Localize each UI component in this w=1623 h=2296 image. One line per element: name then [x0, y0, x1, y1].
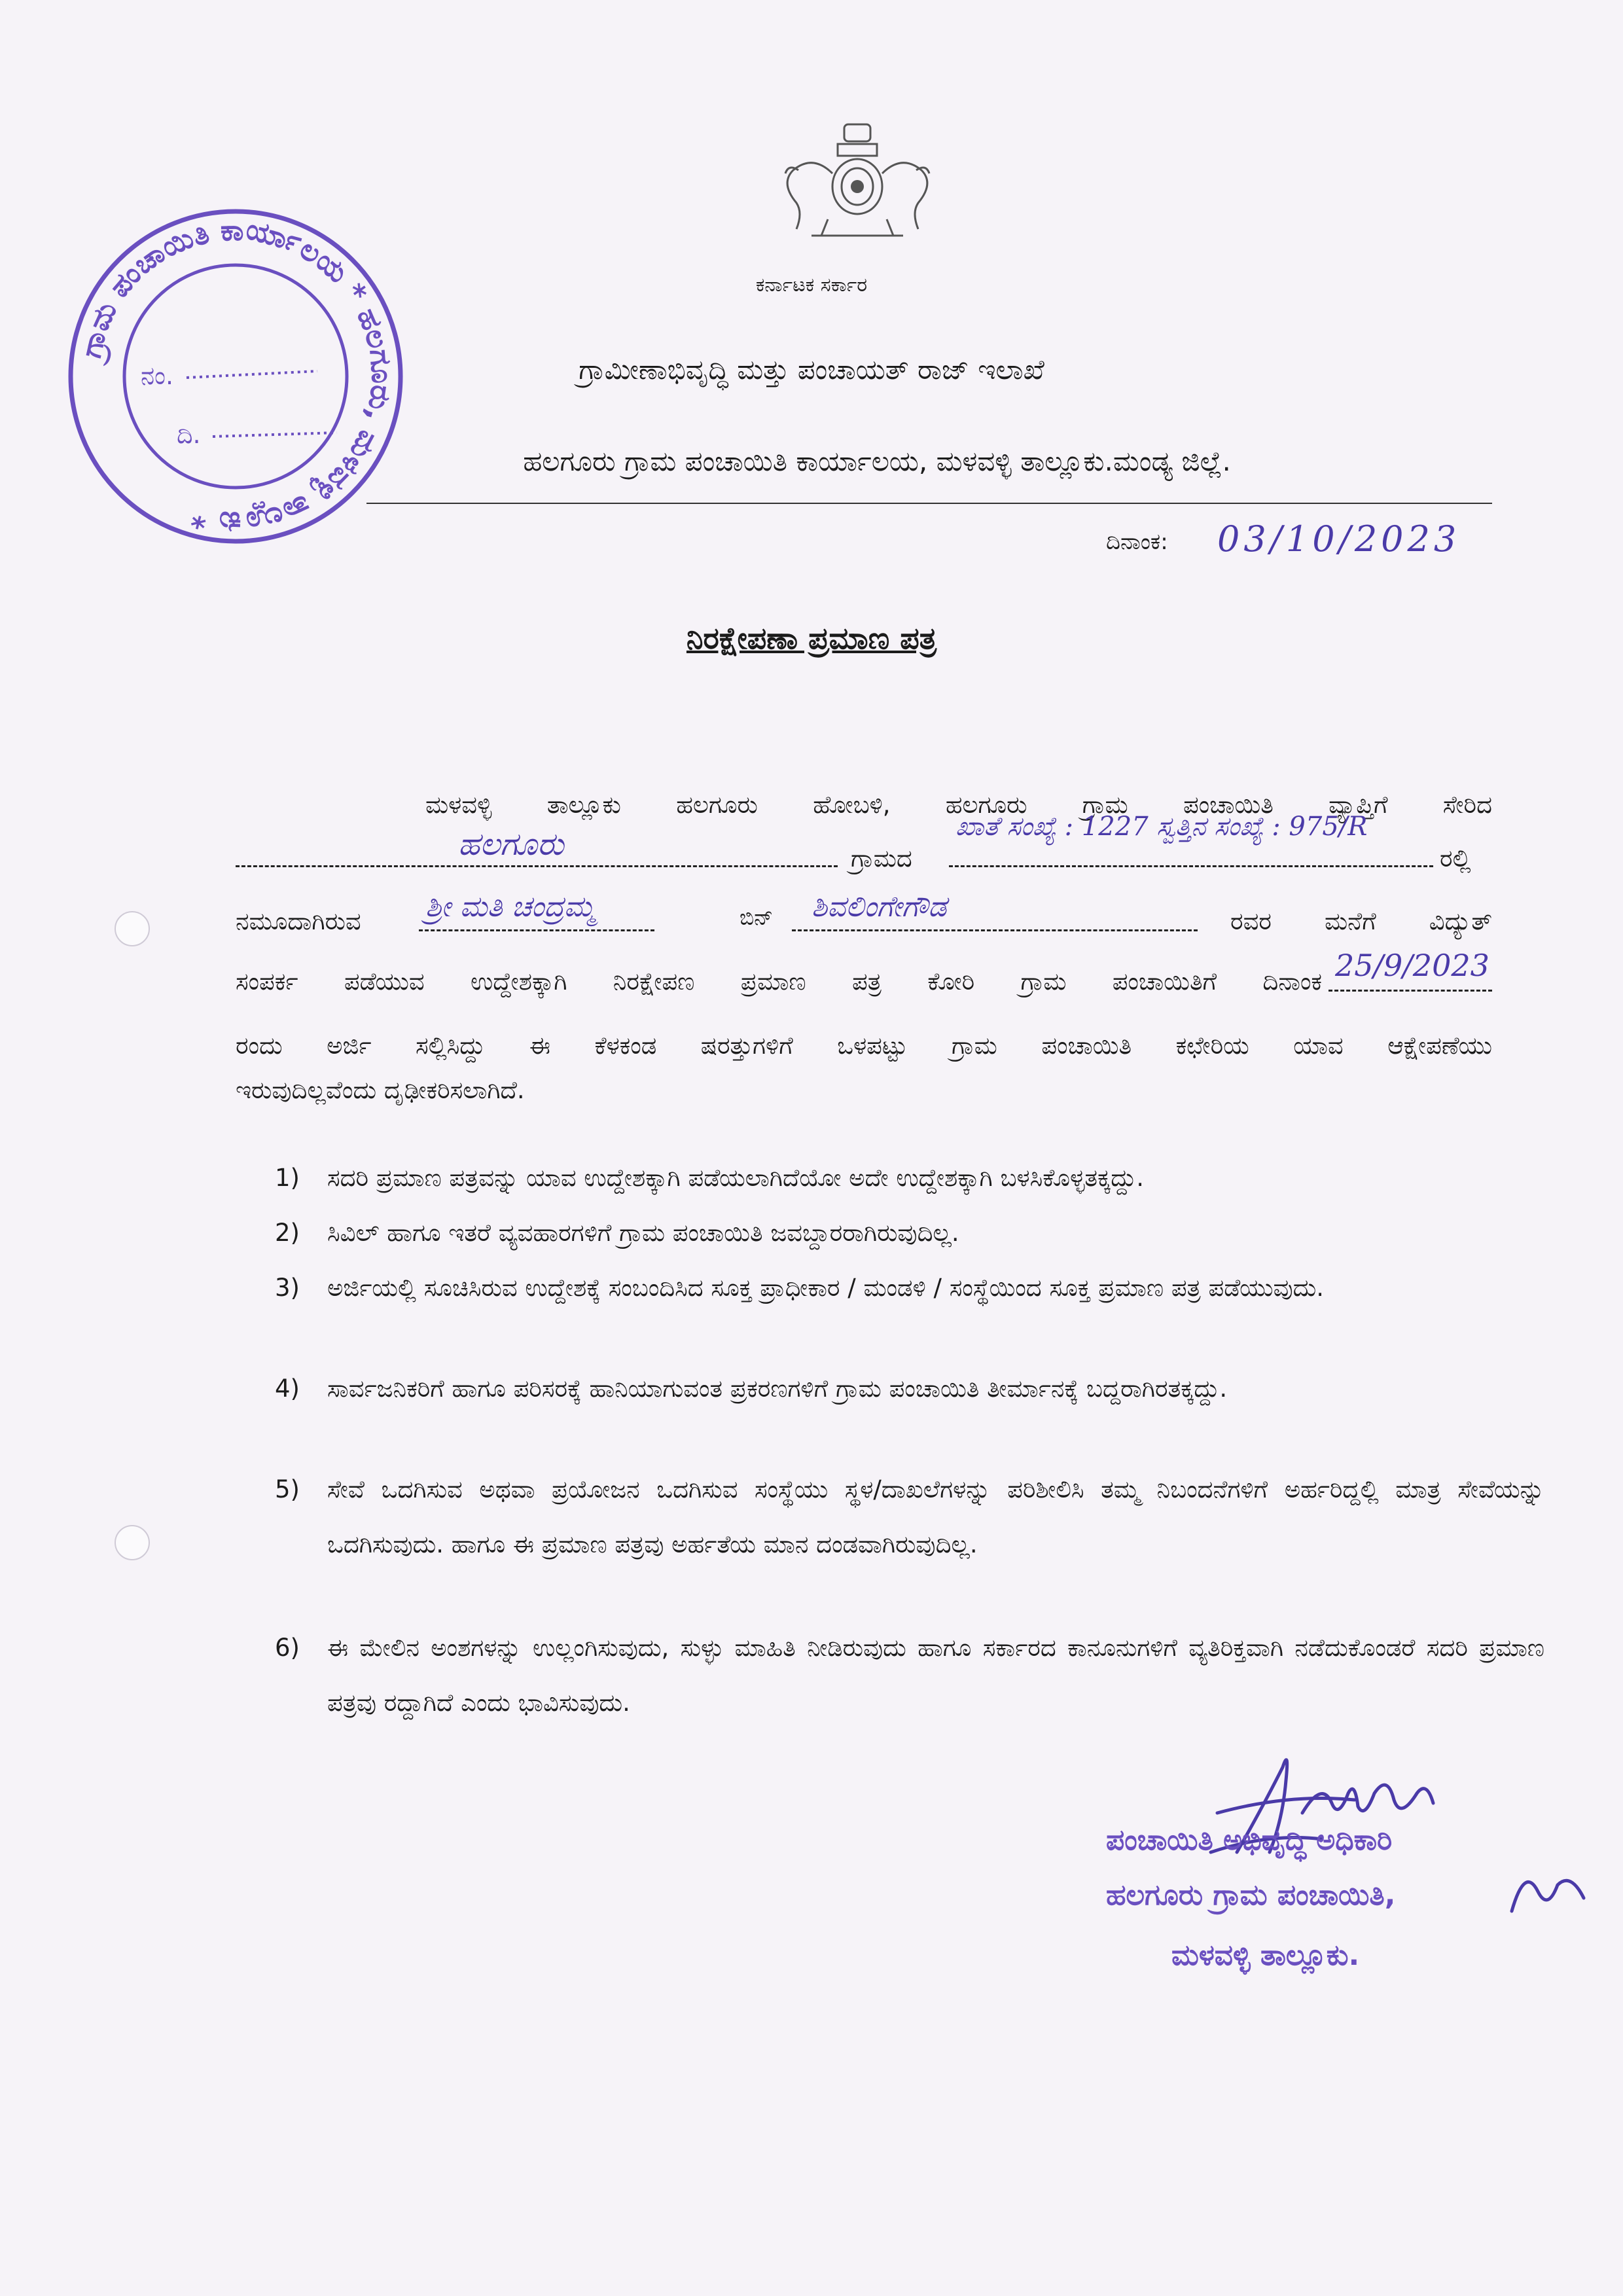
stamp-date-label: ದಿ. — [177, 420, 201, 449]
village-handwritten: ಹಲಗೂರು — [458, 826, 564, 863]
condition-number: 6) — [275, 1634, 300, 1662]
date-value: 03/10/2023 — [1217, 518, 1461, 560]
government-label: ಕರ್ನಾಟಕ ಸರ್ಕಾರ — [755, 274, 868, 296]
village-suffix: ಗ್ರಾಮದ — [851, 844, 912, 872]
stamp-no-label: ನಂ. — [141, 361, 174, 390]
signatory-office: ಹಲಗೂರು ಗ್ರಾಮ ಪಂಚಾಯಿತಿ, — [1106, 1878, 1396, 1912]
certificate-title: ನಿರಕ್ಷೇಪಣಾ ಪ್ರಮಾಣ ಪತ್ರ — [686, 620, 937, 656]
father-name-handwritten: ಶಿವಲಿಂಗೇಗೌಡ — [812, 890, 947, 924]
body-line-1: ಮಳವಳ್ಳಿ ತಾಲ್ಲೂಕು ಹಲಗೂರು ಹೋಬಳಿ, ಹಲಗೂರು ಗ್ರಾಮ ಪಂಚಾಯಿತಿ ವ್ಯಾಪ್ತಿಗೆ ಸೇರಿದ — [425, 791, 1492, 819]
property-handwritten: ಖಾತೆ ಸಂಖ್ಯೆ : 1227 ಸ್ವತ್ತಿನ ಸಂಖ್ಯೆ : 975/R — [955, 812, 1368, 842]
body-line-6: ಇರುವುದಿಲ್ಲವೆಂದು ದೃಢೀಕರಿಸಲಾಗಿದೆ. — [236, 1076, 525, 1104]
condition-1 — [275, 1151, 1544, 1210]
punch-hole — [115, 911, 150, 946]
condition-number: 4) — [275, 1374, 300, 1403]
condition-number: 2) — [275, 1219, 300, 1247]
applicant-name-handwritten: ಶ್ರೀ ಮತಿ ಚಂದ್ರಮ್ಮ — [425, 890, 596, 924]
signatory-designation: ಪಂಚಾಯಿತಿ ಅಭಿವೃದ್ಧಿ ಅಧಿಕಾರಿ — [1106, 1823, 1393, 1857]
relation-label: ಬಿನ್ — [740, 905, 774, 930]
condition-text: ಸದರಿ ಪ್ರಮಾಣ ಪತ್ರವನ್ನು ಯಾವ ಉದ್ದೇಶಕ್ಕಾಗಿ ಪಡೆಯಲಾಗಿದೆಯೋ ಅದೇ ಉದ್ದೇಶಕ್ಕಾಗಿ ಬಳಸಿಕೊಳ್ಳತಕ್ಕದ್ದು. — [327, 1164, 1145, 1192]
initial-mark — [1499, 1859, 1597, 1924]
condition-text: ಸಿವಿಲ್ ಹಾಗೂ ಇತರೆ ವ್ಯವಹಾರಗಳಿಗೆ ಗ್ರಾಮ ಪಂಚಾಯಿತಿ ಜವಬ್ದಾರರಾಗಿರುವುದಿಲ್ಲ. — [327, 1219, 959, 1247]
property-blank — [949, 865, 1433, 867]
punch-hole — [115, 1525, 150, 1560]
office-heading: ಹಲಗೂರು ಗ್ರಾಮ ಪಂಚಾಯಿತಿ ಕಾರ್ಯಾಲಯ, ಮಳವಳ್ಳಿ ತಾಲ್ಲೂಕು.ಮಂಡ್ಯ ಜಿಲ್ಲೆ. — [523, 445, 1231, 477]
department-heading: ಗ್ರಾಮೀಣಾಭಿವೃದ್ಧಿ ಮತ್ತು ಪಂಚಾಯತ್ ರಾಜ್ ಇಲಾಖೆ — [579, 353, 1044, 386]
condition-2 — [275, 1206, 1544, 1265]
office-seal-stamp — [62, 200, 409, 553]
header-rule — [366, 503, 1492, 504]
stamp-ring-text: ಗ್ರಾಮ ಪಂಚಾಯಿತಿ ಕಾರ್ಯಾಲಯ * ಹಲಗೂರು, ಮಳವಳ್ಳಿ ತಾಲ್ಲೂಕು * — [74, 212, 399, 540]
property-suffix: ರಲ್ಲಿ — [1440, 844, 1471, 872]
condition-3 — [275, 1261, 1544, 1372]
body-line-5: ರಂದು ಅರ್ಜಿ ಸಲ್ಲಿಸಿದ್ದು ಈ ಕೆಳಕಂಡ ಷರತ್ತುಗಳಿಗೆ ಒಳಪಟ್ಟು ಗ್ರಾಮ ಪಂಚಾಯಿತಿ ಕಛೇರಿಯ ಯಾವ ಆಕ್ಷೇಪಣೆಯು — [236, 1031, 1492, 1060]
condition-text: ಸಾರ್ವಜನಿಕರಿಗೆ ಹಾಗೂ ಪರಿಸರಕ್ಕೆ ಹಾನಿಯಾಗುವಂತ ಪ್ರಕರಣಗಳಿಗೆ ಗ್ರಾಮ ಪಂಚಾಯಿತಿ ತೀರ್ಮಾನಕ್ಕೆ ಬದ್ದರಾಗಿರತಕ್ಕದ್ದು. — [327, 1374, 1228, 1403]
condition-number: 3) — [275, 1274, 300, 1302]
condition-6 — [275, 1621, 1544, 1732]
condition-5 — [275, 1462, 1544, 1632]
father-name-blank — [792, 929, 1198, 931]
line3-suffix: ರವರ ಮನೆಗೆ ವಿದ್ಯುತ್ — [1230, 907, 1492, 935]
condition-number: 5) — [275, 1475, 300, 1503]
signatory-taluk: ಮಳವಳ್ಳಿ ತಾಲ್ಲೂಕು. — [1171, 1939, 1360, 1972]
body-line-4: ಸಂಪರ್ಕ ಪಡೆಯುವ ಉದ್ದೇಶಕ್ಕಾಗಿ ನಿರಕ್ಷೇಪಣ ಪ್ರಮಾಣ ಪತ್ರ ಕೋರಿ ಗ್ರಾಮ ಪಂಚಾಯಿತಿಗೆ ದಿನಾಂಕ — [236, 967, 1322, 996]
condition-number: 1) — [275, 1164, 300, 1192]
date-label: ದಿನಾಂಕ: — [1106, 529, 1168, 555]
village-blank — [236, 865, 838, 867]
application-date-blank — [1329, 990, 1492, 992]
condition-text: ಈ ಮೇಲಿನ ಅಂಶಗಳನ್ನು ಉಲ್ಲಂಗಿಸುವುದು, ಸುಳ್ಳು ಮಾಹಿತಿ ನೀಡಿರುವುದು ಹಾಗೂ ಸರ್ಕಾರದ ಕಾನೂನುಗಳಿಗೆ ವ್ಯತಿರಿಕ್ತವಾಗಿ ನಡೆದುಕೊಂಡರೆ ಸದರಿ ಪ್ರಮಾಣ ಪತ್ರವು ರದ್ದಾಗಿದೆ ಎಂದು ಭಾವಿಸುವುದು. — [327, 1634, 1544, 1717]
application-date-handwritten: 25/9/2023 — [1335, 948, 1489, 983]
condition-4 — [275, 1361, 1544, 1473]
prefix-namoodu: ನಮೂದಾಗಿರುವ — [236, 907, 361, 935]
condition-text: ಸೇವೆ ಒದಗಿಸುವ ಅಥವಾ ಪ್ರಯೋಜನ ಒದಗಿಸುವ ಸಂಸ್ಥೆಯು ಸ್ಥಳ/ದಾಖಲೆಗಳನ್ನು ಪರಿಶೀಲಿಸಿ ತಮ್ಮ ನಿಬಂದನೆಗಳಿಗೆ ಅರ್ಹರಿದ್ದಲ್ಲಿ ಮಾತ್ರ ಸೇವೆಯನ್ನು ಒದಗಿಸುವುದು. ಹಾಗೂ ಈ ಪ್ರಮಾಣ ಪತ್ರವು ಅರ್ಹತೆಯ ಮಾನ ದಂಡವಾಗಿರುವುದಿಲ್ಲ. — [327, 1475, 1544, 1558]
applicant-name-blank — [419, 929, 654, 931]
condition-text: ಅರ್ಜಿಯಲ್ಲಿ ಸೂಚಿಸಿರುವ ಉದ್ದೇಶಕ್ಕೆ ಸಂಬಂದಿಸಿದ ಸೂಕ್ತ ಪ್ರಾಧೀಕಾರ / ಮಂಡಳಿ / ಸಂಸ್ಥೆಯಿಂದ ಸೂಕ್ತ ಪ್ರಮಾಣ ಪತ್ರ ಪಡೆಯುವುದು. — [327, 1274, 1325, 1302]
karnataka-emblem-icon — [772, 121, 942, 245]
